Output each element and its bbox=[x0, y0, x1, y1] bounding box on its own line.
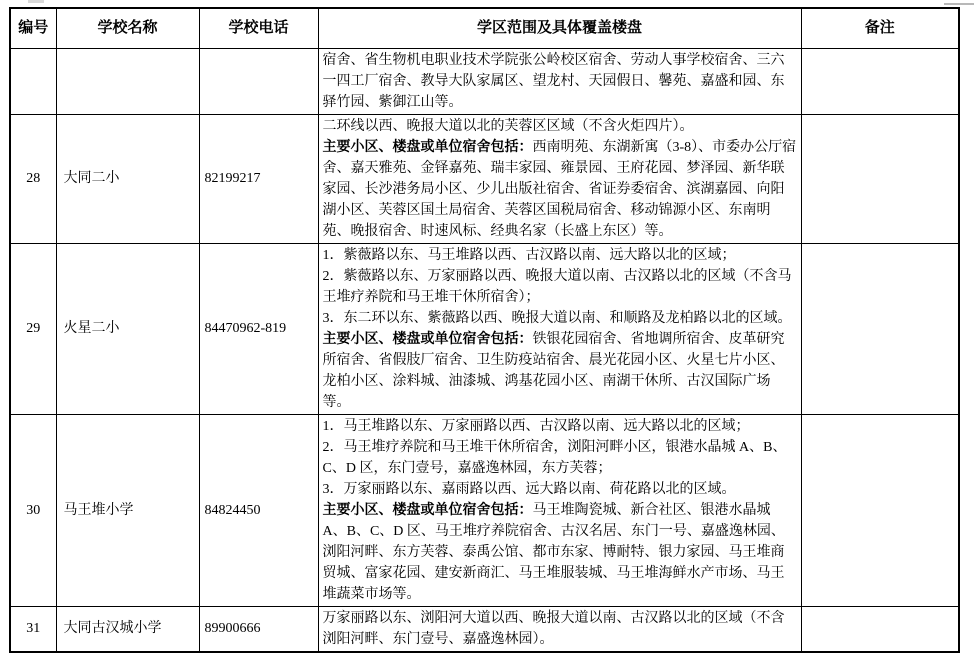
school-district-table bbox=[9, 7, 960, 653]
district-bold-label: 主要小区、楼盘或单位宿舍包括： bbox=[322, 139, 533, 155]
screen-artifact-top-left bbox=[28, 0, 44, 3]
header-number: 编号 bbox=[10, 8, 56, 48]
district-text: 西南明苑、东湖新寓（3-8）、市委办公厅宿舍、嘉天雅苑、金铎嘉苑、瑞丰家园、雍景园、王府花园、梦泽园、新华联家园、长沙港务局小区、少儿出版社宿舍、省证券委宿舍、滨湖嘉园、向阳湖小区、芙蓉区国土局宿舍、芙蓉区国税局宿舍、移动锦源小区、东南明苑、晚报宿舍、时速风标、经典名家（长盛上东区）等。 bbox=[322, 139, 797, 239]
cell-district-range bbox=[318, 243, 801, 414]
cell-number: 28 bbox=[10, 114, 56, 243]
cell-number: 31 bbox=[10, 606, 56, 652]
screen-artifact-top-right bbox=[944, 3, 974, 5]
table-row bbox=[10, 414, 959, 606]
district-block bbox=[323, 266, 797, 308]
district-text: 2．马王堆疗养院和马王堆干休所宿舍，浏阳河畔小区，银港水晶城 A、B、C、D 区，东门壹号，嘉盛逸林园，东方芙蓉； bbox=[322, 439, 787, 476]
header-district-range: 学区范围及具体覆盖楼盘 bbox=[318, 8, 801, 48]
district-block bbox=[323, 116, 797, 137]
cell-school-name bbox=[56, 48, 199, 114]
cell-school-name: 大同古汉城小学 bbox=[56, 606, 199, 652]
cell-district-range bbox=[318, 114, 801, 243]
table-row bbox=[10, 606, 959, 652]
district-block bbox=[323, 608, 797, 650]
header-remark: 备注 bbox=[801, 8, 959, 48]
cell-remark bbox=[801, 414, 959, 606]
cell-remark bbox=[801, 114, 959, 243]
district-block bbox=[323, 479, 797, 500]
cell-number bbox=[10, 48, 56, 114]
district-block bbox=[323, 245, 797, 266]
cell-school-name: 大同二小 bbox=[56, 114, 199, 243]
district-block bbox=[323, 308, 797, 329]
cell-district-range bbox=[318, 48, 801, 114]
cell-remark bbox=[801, 243, 959, 414]
cell-remark bbox=[801, 606, 959, 652]
cell-school-phone: 84470962-819 bbox=[199, 243, 318, 414]
table-row bbox=[10, 48, 959, 114]
cell-school-phone: 89900666 bbox=[199, 606, 318, 652]
district-block bbox=[323, 437, 797, 479]
cell-district-range bbox=[318, 414, 801, 606]
cell-remark bbox=[801, 48, 959, 114]
district-block bbox=[323, 329, 797, 413]
district-block bbox=[323, 137, 797, 242]
district-text: 1．紫薇路以东、马王堆路以西、古汉路以南、远大路以北的区域； bbox=[322, 247, 736, 263]
cell-school-phone bbox=[199, 48, 318, 114]
district-text: 马王堆陶瓷城、新合社区、银港水晶城 A、B、C、D 区、马王堆疗养院宿舍、古汉名居、东门一号、嘉盛逸林园、浏阳河畔、东方芙蓉、泰禹公馆、都市东家、博耐特、银力家园、马王堆商贸城、富家花园、建安新商汇、马王堆服装城、马王堆海鲜水产市场、马王堆蔬菜市场等。 bbox=[322, 502, 785, 602]
table-header bbox=[10, 8, 959, 48]
cell-school-name: 火星二小 bbox=[56, 243, 199, 414]
district-text: 2．紫薇路以东、万家丽路以西、晚报大道以南、古汉路以北的区域（不含马王堆疗养院和马王堆干休所宿舍）； bbox=[322, 268, 792, 305]
table-row bbox=[10, 114, 959, 243]
cell-school-phone: 84824450 bbox=[199, 414, 318, 606]
district-text: 铁银花园宿舍、省地调所宿舍、皮革研究所宿舍、省假肢厂宿舍、卫生防疫站宿舍、晨光花园小区、火星七片小区、龙柏小区、涂料城、油漆城、鸿基花园小区、南湖干休所、古汉国际广场等。 bbox=[322, 331, 785, 410]
cell-school-phone: 82199217 bbox=[199, 114, 318, 243]
district-bold-label: 主要小区、楼盘或单位宿舍包括： bbox=[322, 331, 533, 347]
header-school-phone: 学校电话 bbox=[199, 8, 318, 48]
cell-number: 29 bbox=[10, 243, 56, 414]
district-text: 3．万家丽路以东、嘉雨路以西、远大路以南、荷花路以北的区域。 bbox=[322, 481, 736, 497]
table-body bbox=[10, 48, 959, 652]
header-row bbox=[10, 8, 959, 48]
cell-number: 30 bbox=[10, 414, 56, 606]
table-row bbox=[10, 243, 959, 414]
district-block bbox=[323, 500, 797, 605]
district-block bbox=[323, 416, 797, 437]
cell-district-range bbox=[318, 606, 801, 652]
cell-school-name: 马王堆小学 bbox=[56, 414, 199, 606]
district-text: 宿舍、省生物机电职业技术学院张公岭校区宿舍、劳动人事学校宿舍、三六一四工厂宿舍、教导大队家属区、望龙村、天园假日、馨苑、嘉盛和园、东驿竹园、紫御江山等。 bbox=[322, 52, 785, 110]
district-text: 万家丽路以东、浏阳河大道以西、晚报大道以南、古汉路以北的区域（不含浏阳河畔、东门壹号、嘉盛逸林园）。 bbox=[322, 610, 785, 647]
district-block bbox=[323, 50, 797, 113]
district-bold-label: 主要小区、楼盘或单位宿舍包括： bbox=[322, 502, 533, 518]
district-text: 3．东二环以东、紫薇路以西、晚报大道以南、和顺路及龙柏路以北的区域。 bbox=[322, 310, 792, 326]
header-school-name: 学校名称 bbox=[56, 8, 199, 48]
district-text: 1．马王堆路以东、万家丽路以西、古汉路以南、远大路以北的区域； bbox=[322, 418, 750, 434]
district-text: 二环线以西、晚报大道以北的芙蓉区区域（不含火炬四片）。 bbox=[322, 118, 694, 134]
